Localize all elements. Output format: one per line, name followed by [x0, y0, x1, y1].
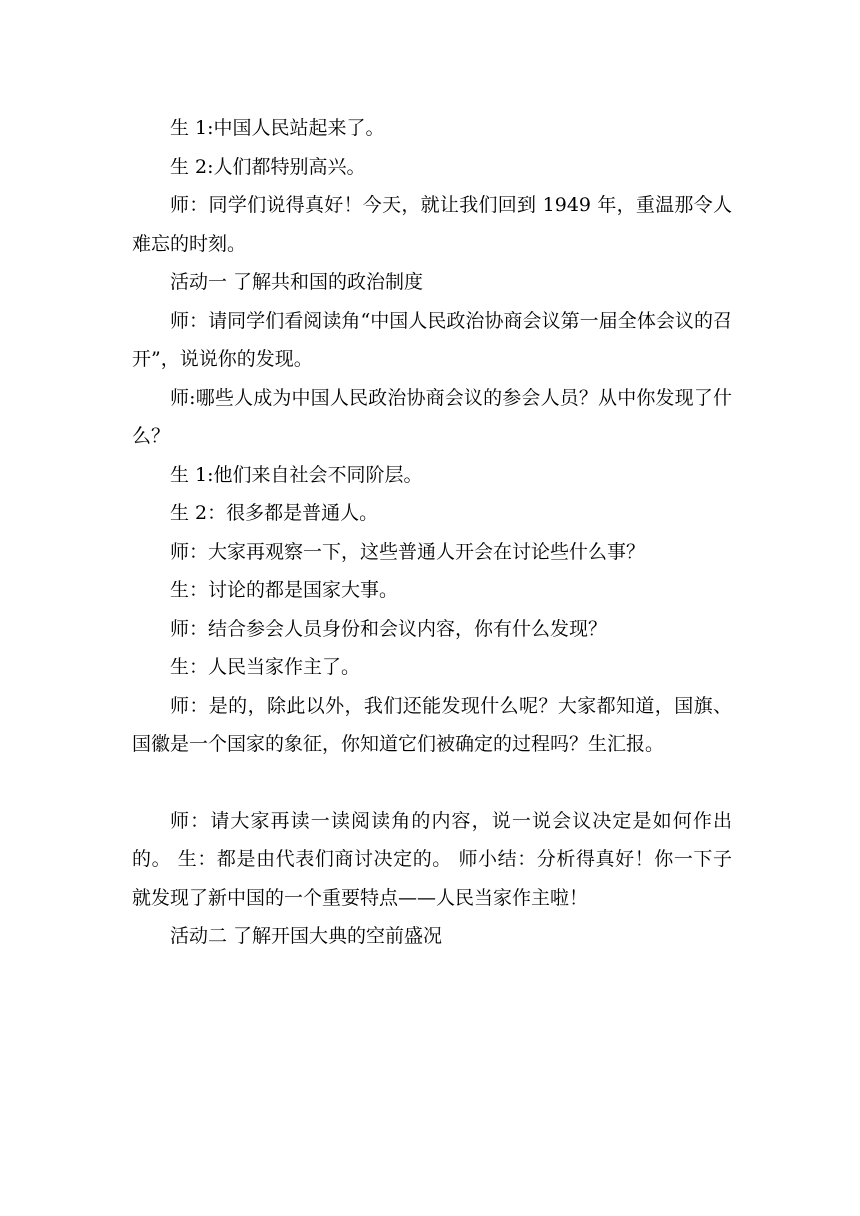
paragraph: 生：讨论的都是国家大事。: [170, 579, 399, 601]
paragraph: 生 2:人们都特别高兴。: [170, 155, 366, 178]
paragraph: 师：是的，除此以外，我们还能发现什么呢？大家都知道，国旗、国徽是一个国家的象征，你知道它们被确定的过程吗？生汇报。: [132, 694, 732, 755]
paragraph: 生：人民当家作主了。: [170, 656, 361, 678]
paragraph: 师：请同学们看阅读角“中国人民政治协商会议第一届全体会议的召开”，说说你的发现。: [132, 309, 732, 370]
paragraph: 生 1:中国人民站起来了。: [170, 117, 385, 139]
paragraph: 师:哪些人成为中国人民政治协商会议的参会人员？从中你发现了什么？: [132, 386, 732, 447]
paragraph: 生 2：很多都是普通人。: [170, 502, 379, 524]
paragraph: 师：请大家再读一读阅读角的内容，说一说会议决定是如何作出的。 生：都是由代表们商讨决定的。 师小结：分析得真好！你一下子就发现了新中国的一个重要特点——人民当家作主啦！: [132, 809, 732, 909]
paragraph: 师：同学们说得真好！今天，就让我们回到 1949 年，重温那令人难忘的时刻。: [132, 194, 732, 255]
paragraph: 师：大家再观察一下，这些普通人开会在讨论些什么事？: [170, 540, 646, 563]
paragraph: 师：结合参会人员身份和会议内容，你有什么发现？: [170, 617, 608, 640]
blank-line: [132, 764, 732, 802]
document-body: [132, 109, 732, 956]
paragraph: 生 1:他们来自社会不同阶层。: [170, 463, 423, 486]
section-heading: 活动一 了解共和国的政治制度: [170, 271, 424, 293]
section-heading: 活动二 了解开国大典的空前盛况: [170, 925, 443, 947]
